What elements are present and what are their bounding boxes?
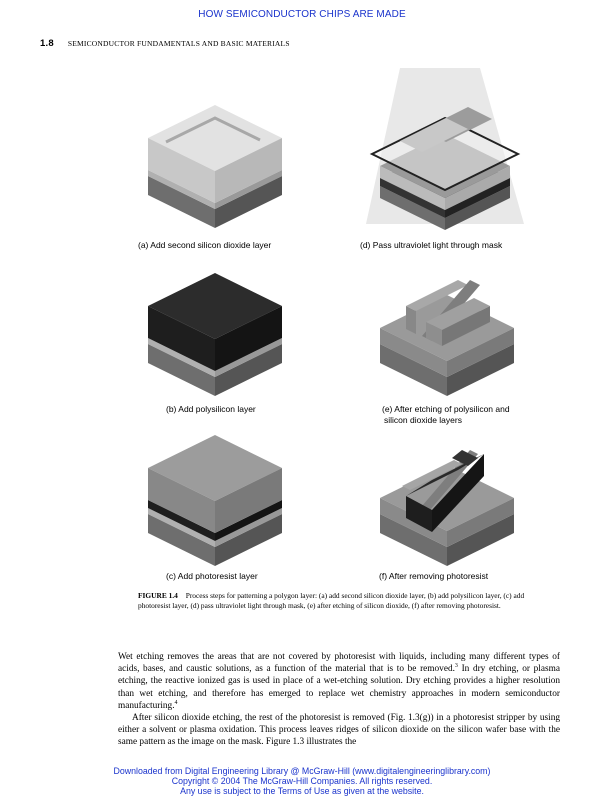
panel-f-label: (f) After removing photoresist [379,571,489,581]
figure-panel-b [130,246,300,416]
panel-e-label-line1: (e) After etching of polysilicon and [382,404,510,414]
panel-a-label: (a) Add second silicon dioxide layer [138,240,272,250]
footnote-ref-4: 4 [174,699,178,706]
panel-e-label-line2: silicon dioxide layers [384,415,462,425]
figure-panel-a [130,78,300,248]
body-paragraph-1-sentence-1: Wet etching removes the areas that are not covered by photoresist with liquids, including many different types of acids, bases, and caustic solutions, as a function of the material that is to be removed. [118,652,560,675]
panel-e-illustration [362,246,532,416]
footer-line-1[interactable]: Downloaded from Digital Engineering Library @ McGraw-Hill (www.digitalengineeringlibrary.com) [113,766,491,776]
body-paragraph-1-sentence-2: In dry etching, or plasma etching, the reactive ionized gas is used in place of a wet-etching solution. Dry etching provides a higher resolution than wet etching, and therefore has emerged to replace wet chemistry approaches in modern semiconductor manufacturing. [118,664,560,711]
running-title: SEMICONDUCTOR FUNDAMENTALS AND BASIC MATERIALS [67,39,290,48]
figure-panel-c [130,414,300,584]
figure-panel-e [362,246,532,416]
panel-b-label: (b) Add polysilicon layer [166,404,256,414]
footnote-ref-3: 3 [454,663,458,670]
figure-caption [138,591,550,611]
panel-d-illustration [360,66,530,236]
figure-caption-label: FIGURE 1.4 [138,591,178,600]
figure-panel-f [362,414,532,584]
footer-line-2: Copyright © 2004 The McGraw-Hill Companies. All rights reserved. [171,776,433,787]
figure-panel-d [360,66,530,236]
panel-f-illustration [362,414,532,584]
panel-b-illustration [130,246,300,416]
running-head [40,38,290,49]
page-number: 1.8 [40,38,54,49]
panel-d-label: (d) Pass ultraviolet light through mask [360,240,503,250]
body-text [118,651,560,749]
panel-c-illustration [130,414,300,584]
panel-c-label: (c) Add photoresist layer [166,571,258,581]
body-paragraph-2: After silicon dioxide etching, the rest of the photoresist is removed (Fig. 1.3(g)) in a photoresist stripper by using either a solvent or plasma oxidation. This process leaves ridges of silicon dioxide on the silicon wafer base with the same pattern as the image on the mask. Figure 1.3 illustrates the [118,713,560,748]
header-link[interactable]: HOW SEMICONDUCTOR CHIPS ARE MADE [198,9,406,20]
panel-a-illustration [130,78,300,248]
footer [0,766,604,797]
body-paragraph-1 [118,651,560,712]
figure-caption-text: Process steps for patterning a polygon layer: (a) add second silicon dioxide layer, (b) add polysilicon layer, (c) add photoresist layer, (d) pass ultraviolet light through mask, (e) after etching of silicon dioxide, (f) after removing photoresist. [138,591,525,611]
footer-line-3[interactable]: Any use is subject to the Terms of Use as given at the website. [180,786,424,797]
